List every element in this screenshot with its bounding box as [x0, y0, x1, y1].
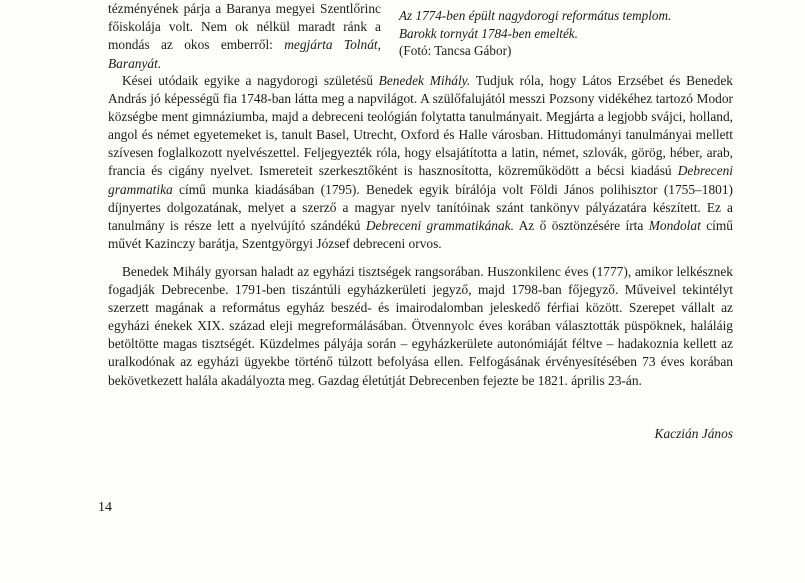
article-body: [108, 72, 733, 390]
continued-text-regular: tézményének párja a Baranya megyei Szentlőrinc főiskolája volt. Nem ok nélkül maradt ránk a mondás az okos emberről:: [108, 1, 381, 53]
p1-s1: Kései utódaik egyike a nagydorogi születésű: [122, 73, 379, 88]
continued-paragraph: [108, 0, 381, 73]
page-number: 14: [98, 500, 112, 515]
p1-s9: című művét Kazinczy barátja, Szentgyörgyi József debreceni orvos.: [108, 217, 733, 251]
p1-title-italic-1: Debreceni grammatika: [108, 163, 733, 197]
continued-text-italic: megjárta Tolnát, Baranyát.: [108, 37, 381, 71]
p1-s3: Tudjuk róla, hogy Látos Erzsébet és Benedek András jó képességű fia 1748-ban látta meg a napvilágot. A szülőfalujától messzi Pozsony vidékéhez tartozó Modor községbe ment gimnáziumba, majd a debreceni teológián folytatta tanulmányait. Megjárta a legjobb svájci, holland, angol és német egyetemeket is, tanult Basel, Utrecht, Oxford és Halle városban. Hittudományi tanulmányai mellett szívesen foglalkozott nyelvészettel. Feljegyezték róla, hogy elsajátította a latin, német, szlovák, görög, héber, arab, francia és cigány nyelvet. Ismereteit szerkesztőként is hasznosította, közreműködött a bécsi kiadású: [108, 73, 734, 179]
caption-line-1: Az 1774-ben épült nagydorogi református templom.: [399, 8, 672, 23]
p1-s7: Az ő ösztönzésére írta: [513, 217, 649, 233]
p1-s5: című munka kiadásában (1795). Benedek egyik bírálója volt Földi János polihisztor (1755–1801) díjnyertes dolgozatának, melyet a szerző a magyar nyelv tanítóinak szánt tankönyv pályázatára készített. Ez a tanulmány is része lett a nyelvújító szándékú: [108, 181, 733, 233]
author-signature: Kaczián János: [654, 426, 733, 441]
paragraph-1: [108, 72, 733, 253]
paragraph-2: Benedek Mihály gyorsan haladt az egyházi tisztségek rangsorában. Huszonkilenc éves (1777), amikor lelkésznek fogadják Debrecenbe. 1791-ben tiszántúli egyházkerületi jegyző, majd 1798-ban főjegyző. Műveivel tekintélyt szerzett magának a református egyház beszéd- és imairodalomban jeleskedő férfiai között. Szerepet vállalt az egyházi énekek XIX. század eleji megreformálásában. Ötvennyolc éves korában választották püspöknek, haláláig betöltötte magas tisztségét. Küzdelmes pályája során – egyházkerülete autonómiáját féltve – hadakoznia kellett az uralkodónak az egyházi ügyekbe történő túlzott befolyása ellen. Felfogásának érvényesítésében 73 éves korában bekövetkezett halála akadályozta meg. Gazdag életútját Debrecenben fejezte be 1821. április 23-án.: [108, 263, 733, 388]
top-section: [108, 0, 733, 72]
p1-title-italic-2: Debreceni grammatikának.: [365, 217, 514, 233]
continued-text: [108, 0, 381, 73]
caption-photo-credit: (Fotó: Tancsa Gábor): [399, 43, 512, 59]
caption-line-2: Barokk tornyát 1784-ben emelték.: [399, 25, 578, 41]
p1-name-italic: Benedek Mihály.: [378, 73, 471, 88]
photo-caption: [399, 7, 739, 60]
p1-title-italic-3: Mondolat: [648, 217, 701, 233]
